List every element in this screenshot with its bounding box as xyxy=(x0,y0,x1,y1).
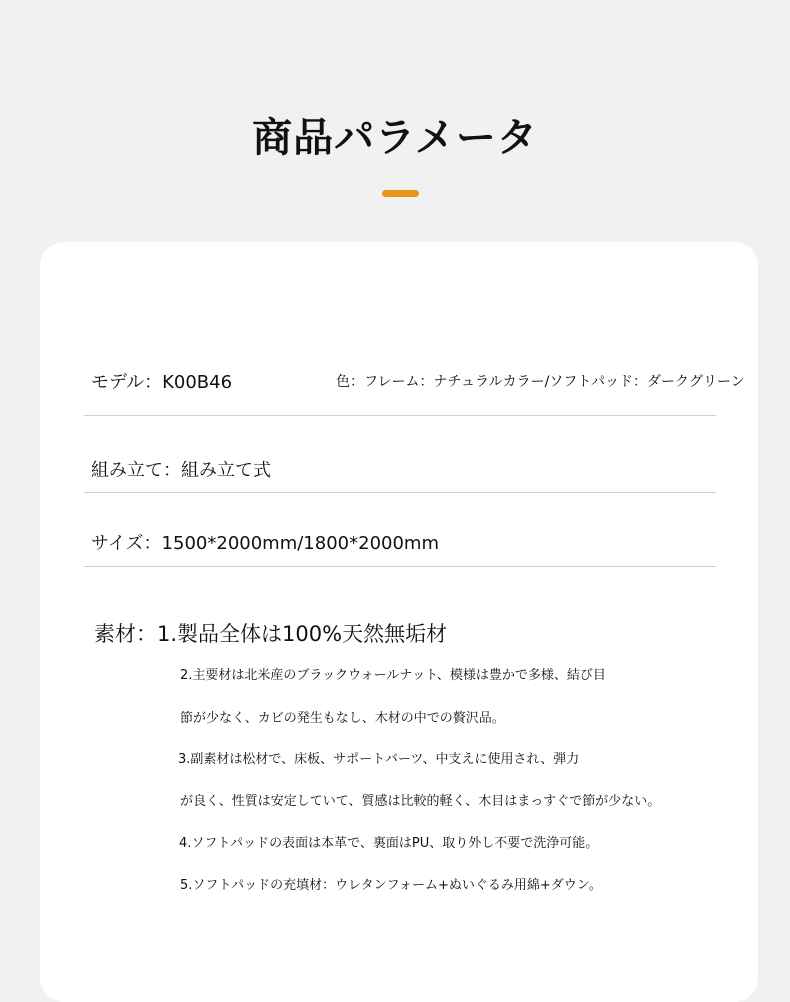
title-accent-bar xyxy=(382,190,419,197)
material-detail-line: 3.副素材は松材で、床板、サポートバーツ、中支えに使用され、弾力 xyxy=(178,752,580,767)
material-detail-line: 5.ソフトパッドの充填材：ウレタンフォーム+ぬいぐるみ用綿+ダウン。 xyxy=(180,878,602,893)
material-heading: 素材：1.製品全体は100%天然無垢材 xyxy=(94,622,448,646)
color-spec: 色：フレーム：ナチュラルカラー/ソフトパッド：ダークグリーン xyxy=(336,374,745,390)
material-detail-line: が良く、性質は安定していて、質感は比較的軽く、木目はまっすぐで節が少ない。 xyxy=(180,794,661,809)
model-spec: モデル：K00B46 xyxy=(91,372,233,393)
page-title: 商品パラメータ xyxy=(252,115,538,161)
material-detail-line: 4.ソフトパッドの表面は本革で、裏面はPU、取り外し不要で洗浄可能。 xyxy=(179,836,599,851)
material-detail-line: 節が少なく、カビの発生もなし、木材の中での贅沢品。 xyxy=(180,711,505,726)
size-spec: サイズ：1500*2000mm/1800*2000mm xyxy=(91,533,439,554)
material-detail-line: 2.主要材は北米産のブラックウォールナット、模様は豊かで多様、結び目 xyxy=(180,668,606,683)
assembly-spec: 組み立て：組み立て式 xyxy=(91,460,271,481)
